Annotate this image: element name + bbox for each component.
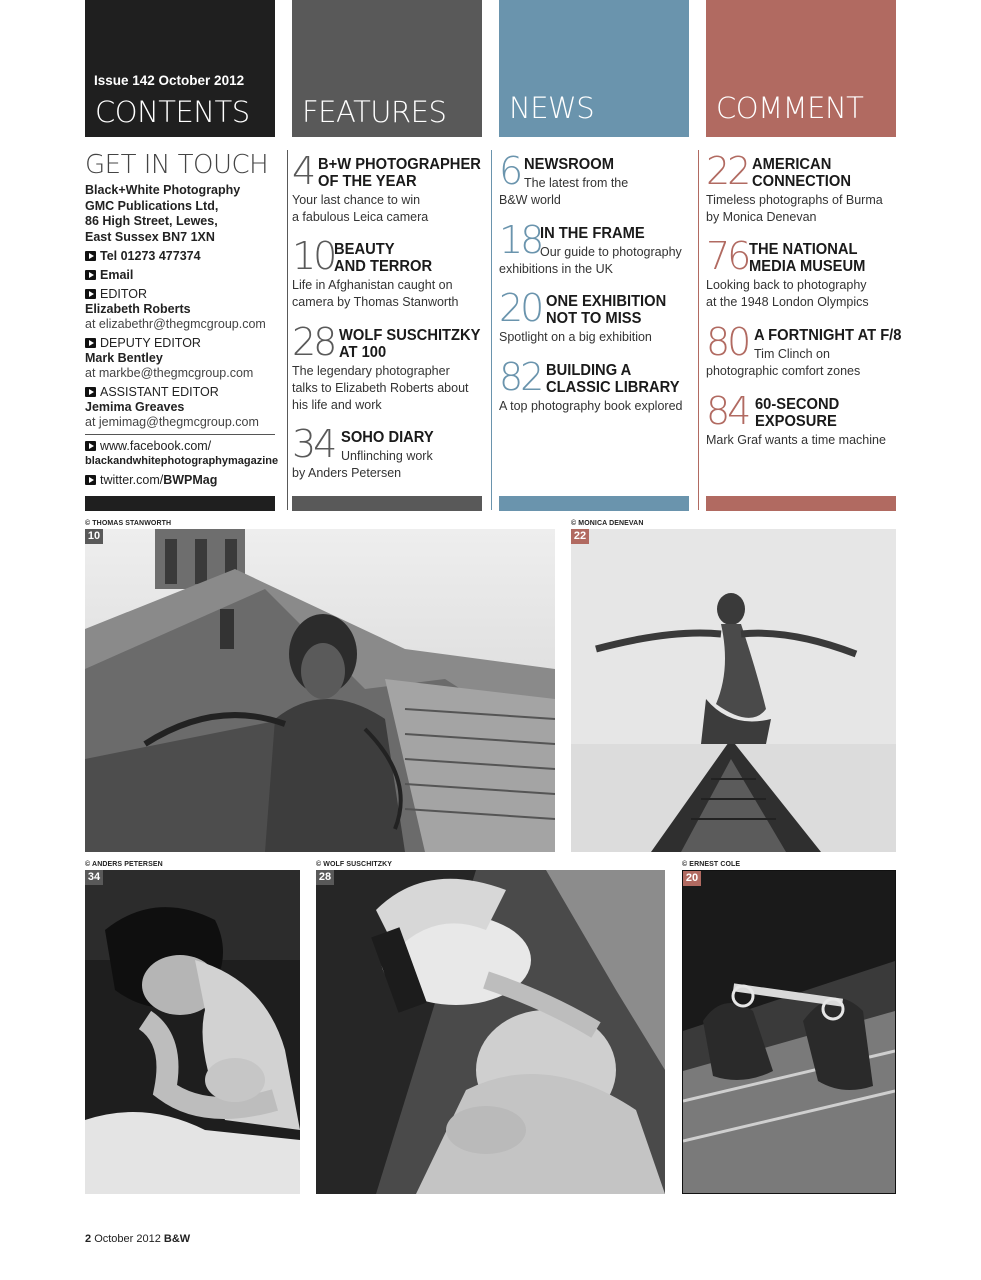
play-icon bbox=[85, 289, 96, 299]
issue-label: Issue 142 October 2012 bbox=[94, 73, 245, 88]
photo-couple-beach[interactable] bbox=[316, 870, 665, 1194]
news-title: NEWS bbox=[509, 91, 595, 125]
photo-afghanistan-boy[interactable] bbox=[85, 529, 555, 852]
entry-title: B+W PHOTOGRAPHER OF THE YEAR bbox=[318, 156, 481, 190]
contents-title: CONTENTS bbox=[95, 95, 250, 129]
entry-desc: Spotlight on a big exhibition bbox=[499, 330, 652, 344]
photo-image bbox=[85, 529, 555, 852]
entry-desc: The latest from the B&W world bbox=[499, 176, 629, 207]
twitter-link[interactable]: twitter.com/BWPMag bbox=[85, 473, 217, 488]
entry-desc: Timeless photographs of Burma by Monica Denevan bbox=[706, 193, 883, 224]
page-footer bbox=[85, 1233, 190, 1245]
page-badge: 20 bbox=[683, 871, 701, 886]
entry-title: THE NATIONAL MEDIA MUSEUM bbox=[749, 241, 866, 275]
entry-title: AMERICAN CONNECTION bbox=[752, 156, 851, 190]
page-badge: 10 bbox=[85, 529, 103, 544]
facebook-link-2[interactable]: blackandwhitephotographymagazine bbox=[85, 455, 279, 467]
contact-divider bbox=[85, 434, 275, 435]
editor-role: EDITOR bbox=[85, 287, 147, 302]
page-number: 82 bbox=[499, 355, 542, 399]
entry-desc: Looking back to photography at the 1948 London Olympics bbox=[706, 278, 869, 309]
page-badge: 34 bbox=[85, 870, 103, 885]
news-bottom-bar bbox=[499, 496, 689, 511]
facebook-link[interactable]: www.facebook.com/ bbox=[85, 439, 211, 454]
entry-title: NEWSROOM bbox=[524, 156, 614, 173]
page-number: 18 bbox=[499, 218, 542, 262]
photo-credit: © ERNEST COLE bbox=[682, 861, 741, 868]
entry-desc: The legendary photographer talks to Elizabeth Roberts about his life and work bbox=[292, 364, 469, 412]
page-number: 6 bbox=[499, 149, 521, 193]
footer-mag: B&W bbox=[163, 1233, 191, 1245]
photo-image bbox=[85, 870, 300, 1194]
features-bottom-bar bbox=[292, 496, 482, 511]
entry-title: BEAUTY AND TERROR bbox=[334, 241, 433, 275]
comment-bottom-bar bbox=[706, 496, 896, 511]
photo-burma-boat[interactable] bbox=[571, 529, 896, 852]
contents-header bbox=[85, 0, 275, 137]
editor-email[interactable]: at elizabethr@thegmcgroup.com bbox=[85, 317, 266, 331]
assistant-role: ASSISTANT EDITOR bbox=[85, 385, 219, 400]
entry-title: SOHO DIARY bbox=[341, 429, 434, 446]
play-icon bbox=[85, 338, 96, 348]
entry-desc: Our guide to photography exhibitions in the UK bbox=[499, 245, 682, 276]
play-icon bbox=[85, 270, 96, 280]
play-icon bbox=[85, 387, 96, 397]
photo-handcuffs[interactable] bbox=[682, 870, 896, 1194]
entry-desc: A top photography book explored bbox=[499, 399, 683, 413]
features-header bbox=[292, 0, 482, 137]
deputy-email[interactable]: at markbe@thegmcgroup.com bbox=[85, 366, 254, 380]
entry-title: A FORTNIGHT AT F/8 bbox=[754, 327, 902, 344]
page-number: 80 bbox=[706, 320, 749, 364]
play-icon bbox=[85, 475, 96, 485]
play-icon bbox=[85, 251, 96, 261]
divider-features bbox=[287, 150, 288, 510]
page-number: 76 bbox=[706, 234, 749, 278]
divider-news bbox=[491, 150, 492, 510]
play-icon bbox=[85, 441, 96, 451]
deputy-role: DEPUTY EDITOR bbox=[85, 336, 201, 351]
page-badge: 22 bbox=[571, 529, 589, 544]
photo-soho-woman[interactable] bbox=[85, 870, 300, 1194]
photo-image bbox=[683, 871, 895, 1193]
photo-credit: © MONICA DENEVAN bbox=[571, 520, 644, 527]
page-number: 4 bbox=[292, 149, 314, 193]
page-number: 84 bbox=[706, 389, 749, 433]
divider-comment bbox=[698, 150, 699, 510]
photo-image bbox=[316, 870, 665, 1194]
news-header bbox=[499, 0, 689, 137]
page-number: 2 bbox=[85, 1233, 92, 1245]
entry-desc: Mark Graf wants a time machine bbox=[706, 433, 886, 447]
entry-title: IN THE FRAME bbox=[540, 225, 645, 242]
photo-credit: © THOMAS STANWORTH bbox=[85, 520, 172, 527]
entry-desc: Unflinching work by Anders Petersen bbox=[292, 449, 433, 480]
photo-credit: © ANDERS PETERSEN bbox=[85, 861, 163, 868]
photo-credit: © WOLF SUSCHITZKY bbox=[316, 861, 393, 868]
comment-title: COMMENT bbox=[716, 91, 864, 125]
entry-title: WOLF SUSCHITZKY AT 100 bbox=[339, 327, 481, 361]
photo-image bbox=[571, 529, 896, 852]
page-number: 34 bbox=[292, 422, 335, 466]
footer-date: October 2012 bbox=[94, 1233, 161, 1245]
assistant-name: Jemima Greaves bbox=[85, 400, 185, 414]
page-number: 10 bbox=[292, 234, 335, 278]
editor-name: Elizabeth Roberts bbox=[85, 302, 191, 316]
entry-desc: Your last chance to win a fabulous Leica camera bbox=[292, 193, 429, 224]
entry-title: 60-SECOND EXPOSURE bbox=[755, 396, 840, 430]
contact-email[interactable]: Email bbox=[85, 268, 133, 283]
page-number: 22 bbox=[706, 149, 749, 193]
contact-tel[interactable]: Tel 01273 477374 bbox=[85, 249, 201, 264]
page-number: 28 bbox=[292, 320, 335, 364]
deputy-name: Mark Bentley bbox=[85, 351, 163, 365]
page-number: 20 bbox=[499, 286, 542, 330]
contents-bottom-bar bbox=[85, 496, 275, 511]
contact-address: Black+White Photography GMC Publications Ltd, 86 High Street, Lewes, East Sussex BN7 1XN bbox=[85, 183, 241, 244]
assistant-email[interactable]: at jemimag@thegmcgroup.com bbox=[85, 415, 259, 429]
entry-title: BUILDING A CLASSIC LIBRARY bbox=[546, 362, 680, 396]
entry-desc: Life in Afghanistan caught on camera by Thomas Stanworth bbox=[292, 278, 459, 309]
entry-desc: Tim Clinch on photographic comfort zones bbox=[706, 347, 861, 378]
get-in-touch-heading: GET IN TOUCH bbox=[85, 150, 269, 180]
entry-title: ONE EXHIBITION NOT TO MISS bbox=[546, 293, 667, 327]
features-title: FEATURES bbox=[302, 95, 447, 129]
comment-header bbox=[706, 0, 896, 137]
page-badge: 28 bbox=[316, 870, 334, 885]
